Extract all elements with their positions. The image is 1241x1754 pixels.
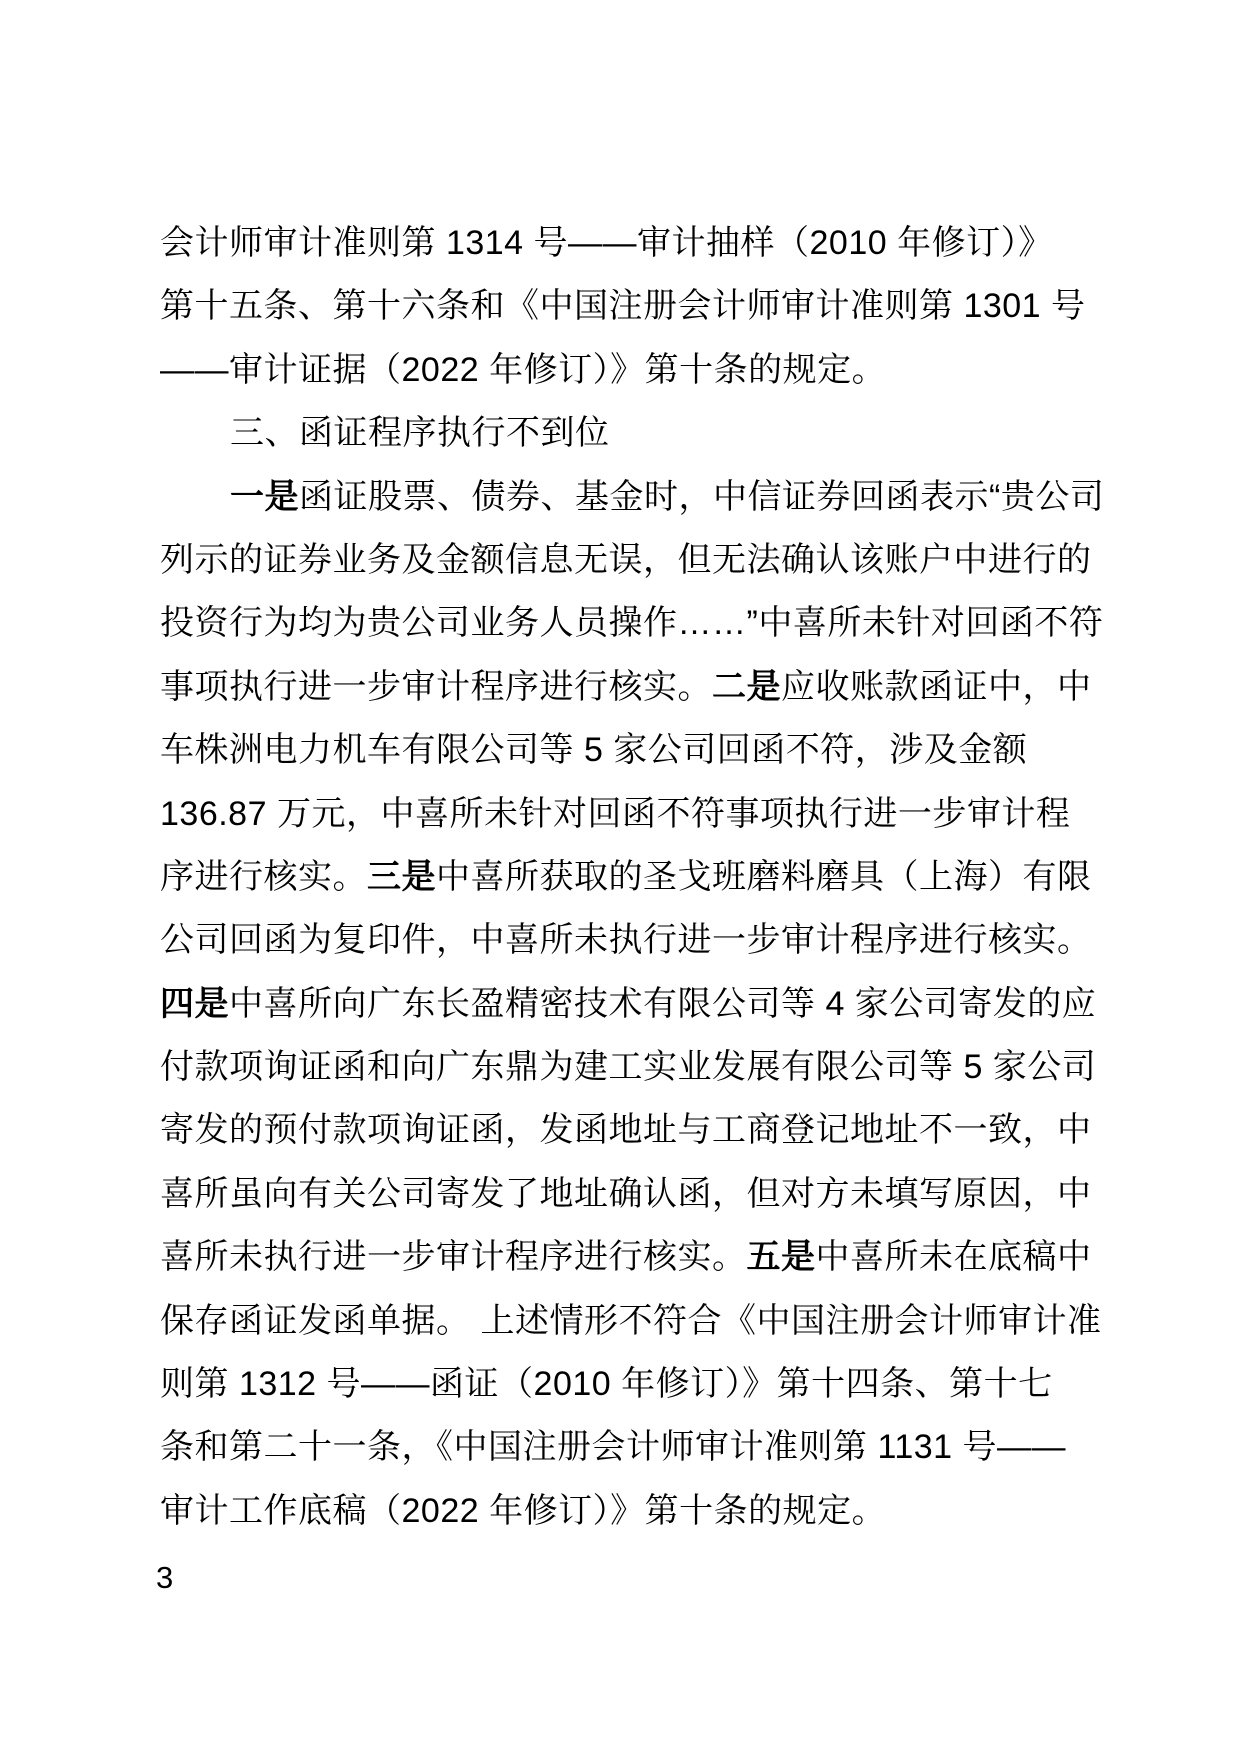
text-run: 条和第二十一条，《中国注册会计师审计准则第 1131 号—— [160,1428,1067,1467]
text-run: 函证股票、债券、基金时，中信证券回函表示“贵公司 [299,477,1105,516]
document-line [160,1480,1095,1543]
document-line [160,466,1105,529]
text-run: 三、函证程序执行不到位 [230,414,610,453]
document-line [160,656,1095,719]
text-run: 审计工作底稿（2022 年修订）》第十条的规定。 [160,1491,887,1530]
document-line [160,1416,1095,1479]
document-line [160,1353,1095,1416]
document-line [160,1163,1095,1226]
document-line [160,402,1095,465]
document-line [160,846,1095,909]
document-line [160,1099,1095,1162]
document-line [160,1226,1095,1289]
text-run: ——审计证据（2022 年修订）》第十条的规定。 [160,350,887,389]
text-run: 公司回函为复印件，中喜所未执行进一步审计程序进行核实。 [160,921,1092,960]
text-run: 投资行为均为贵公司业务人员操作……”中喜所未针对回函不符 [160,604,1104,643]
document-line [160,973,1095,1036]
text-run: 136.87 万元，中喜所未针对回函不符事项执行进一步审计程 [160,794,1071,833]
text-run: 会计师审计准则第 1314 号——审计抽样（2010 年修订）》 [160,224,1053,262]
bold-run: 三是 [367,857,436,896]
document-line [160,1036,1095,1099]
text-run: 喜所虽向有关公司寄发了地址确认函，但对方未填写原因，中 [160,1174,1092,1213]
text-run: 付款项询证函和向广东鼎为建工实业发展有限公司等 5 家公司 [160,1048,1097,1087]
document-line [160,529,1095,592]
document-line [160,212,1095,275]
text-run: 车株洲电力机车有限公司等 5 家公司回函不符，涉及金额 [160,731,1028,770]
document-line [160,275,1095,338]
text-run: 中喜所未在底稿中 [815,1238,1092,1277]
text-run: 中喜所向广东长盈精密技术有限公司等 4 家公司寄发的应 [229,984,1097,1023]
bold-run: 一是 [230,477,299,516]
document-line [160,719,1095,782]
text-run: 保存函证发函单据。 上述情形不符合《中国注册会计师审计准 [160,1301,1102,1340]
text-run: 则第 1312 号——函证（2010 年修订）》第十四条、第十七 [160,1365,1053,1404]
text-run: 列示的证券业务及金额信息无误，但无法确认该账户中进行的 [160,540,1092,579]
text-run: 喜所未执行进一步审计程序进行核实。 [160,1238,747,1277]
document-body [160,212,1105,1543]
text-run: 序进行核实。 [160,857,367,896]
text-run: 中喜所获取的圣戈班磨料磨具（上海）有限 [436,857,1092,896]
bold-run: 五是 [746,1238,816,1277]
text-run: 寄发的预付款项询证函，发函地址与工商登记地址不一致，中 [160,1111,1092,1150]
page-number: 3 [156,1560,174,1595]
document-line [160,909,1095,972]
bold-run: 四是 [160,984,229,1023]
document-line [160,783,1095,846]
text-run: 第十五条、第十六条和《中国注册会计师审计准则第 1301 号 [160,287,1086,326]
text-run: 应收账款函证中，中 [781,667,1092,706]
document-line [160,592,1104,655]
bold-run: 二是 [712,667,781,706]
document-line [160,1290,1102,1353]
document-line [160,339,1095,402]
text-run: 事项执行进一步审计程序进行核实。 [160,667,712,706]
